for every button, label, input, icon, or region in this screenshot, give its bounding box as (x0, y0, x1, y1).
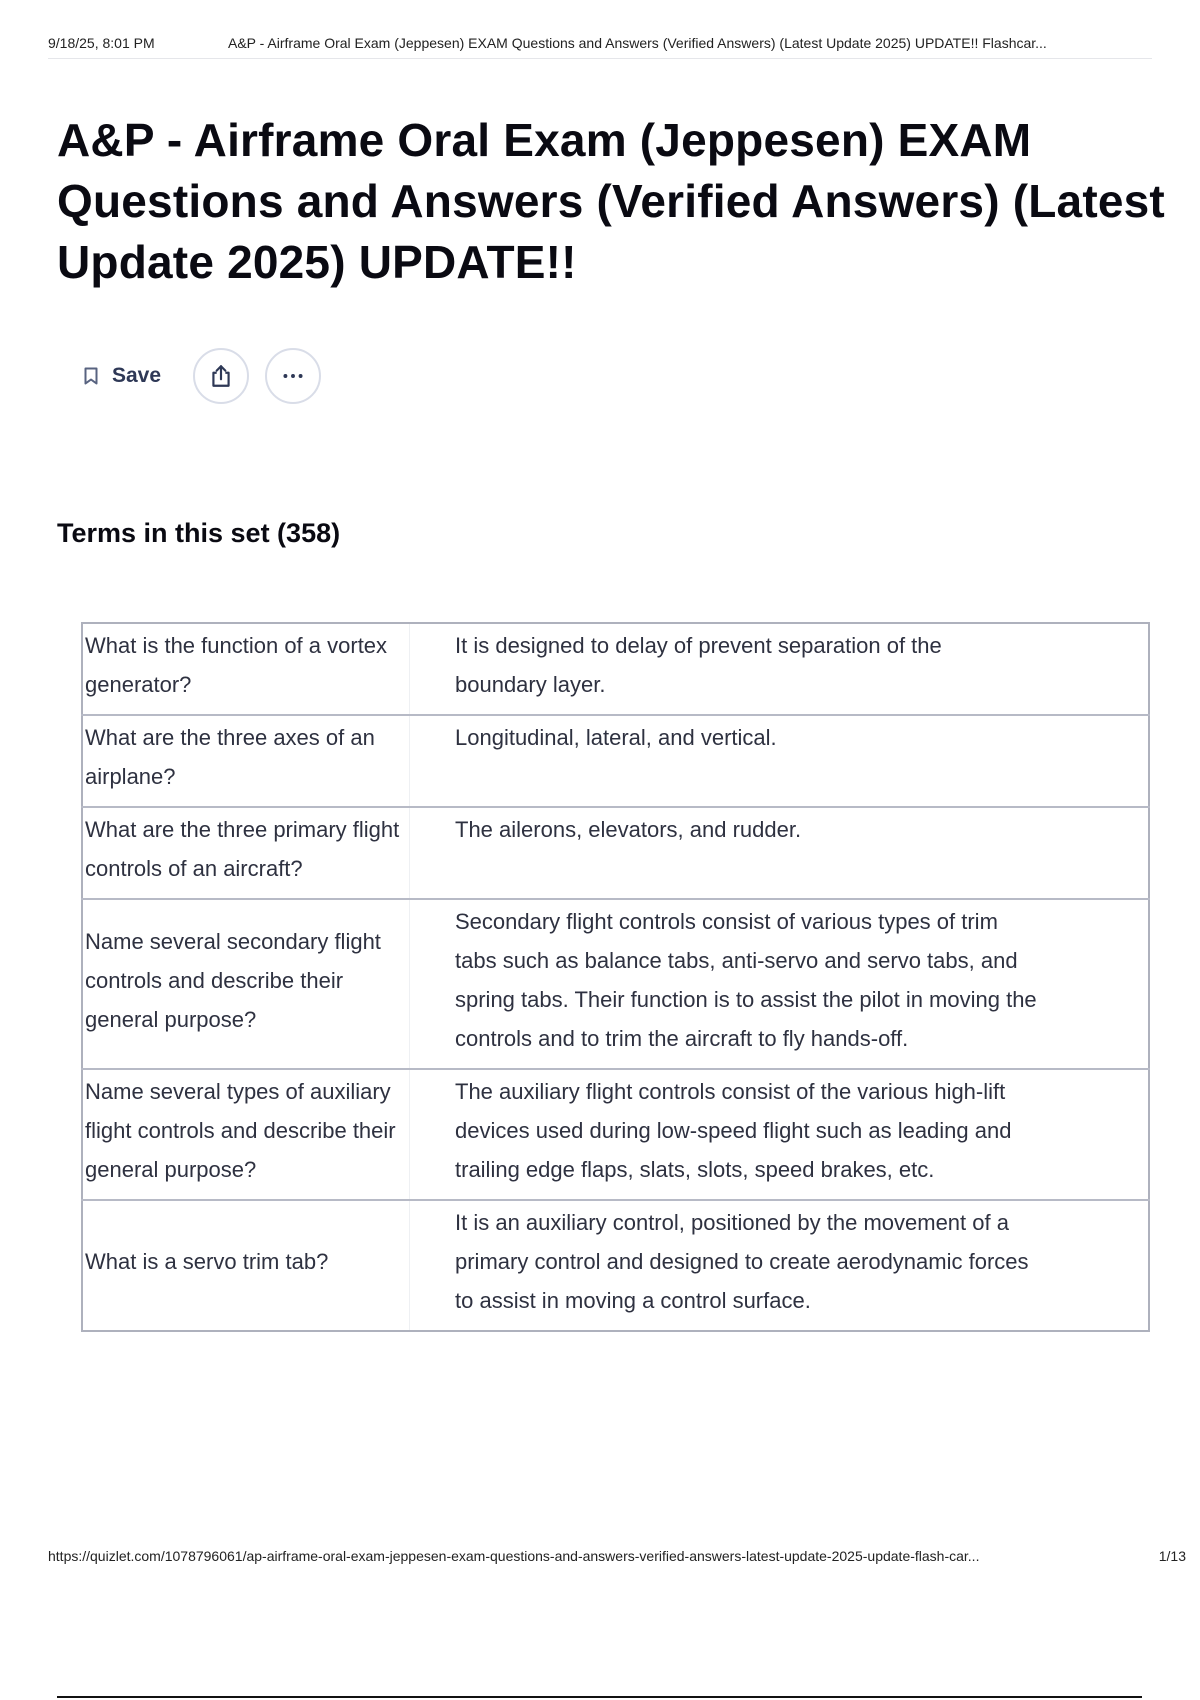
print-footer (48, 1548, 1186, 1564)
print-url: https://quizlet.com/1078796061/ap-airframe-oral-exam-jeppesen-exam-questions-and-answers-verified-answers-latest-update-2025-update-flash-car... (48, 1548, 980, 1564)
page-number: 1/13 (1158, 1548, 1186, 1564)
terms-table (81, 622, 1150, 1332)
term-cell: What is the function of a vortex generator? (82, 623, 410, 715)
page-divider (57, 1696, 1142, 1698)
definition-cell: The ailerons, elevators, and rudder. (410, 807, 1150, 899)
print-datetime: 9/18/25, 8:01 PM (48, 35, 155, 51)
print-header (48, 28, 1152, 59)
table-row (82, 1200, 1149, 1331)
more-options-button[interactable] (265, 348, 321, 404)
definition-cell: It is designed to delay of prevent separation of the boundary layer. (410, 623, 1150, 715)
table-row (82, 807, 1149, 899)
term-cell: What is a servo trim tab? (82, 1200, 410, 1331)
term-cell: Name several types of auxiliary flight controls and describe their general purpose? (82, 1069, 410, 1200)
table-row (82, 899, 1149, 1069)
table-row (82, 715, 1149, 807)
term-cell: What are the three primary flight controls of an aircraft? (82, 807, 410, 899)
save-button[interactable] (68, 352, 177, 400)
definition-cell: The auxiliary flight controls consist of the various high-lift devices used during low-speed flight such as leading and trailing edge flaps, slats, slots, speed brakes, etc. (410, 1069, 1150, 1200)
terms-heading: Terms in this set (358) (57, 518, 341, 548)
save-label: Save (112, 364, 162, 387)
definition-cell: Longitudinal, lateral, and vertical. (410, 715, 1150, 807)
share-button[interactable] (193, 348, 249, 404)
table-row (82, 1069, 1149, 1200)
definition-cell: It is an auxiliary control, positioned by the movement of a primary control and designed to create aerodynamic forces to assist in moving a control surface. (455, 1210, 1029, 1313)
page-title: A&P - Airframe Oral Exam (Jeppesen) EXAM Questions and Answers (Verified Answers) (Latest Update 2025) UPDATE!! (57, 114, 1165, 288)
share-icon (208, 363, 234, 389)
action-bar (68, 346, 321, 406)
term-cell: What are the three axes of an airplane? (82, 715, 410, 807)
bookmark-icon (84, 367, 98, 385)
term-cell: Name several secondary flight controls and describe their general purpose? (82, 899, 410, 1069)
print-document-title: A&P - Airframe Oral Exam (Jeppesen) EXAM Questions and Answers (Verified Answers) (Latest Update 2025) UPDATE!! Flashcar... (228, 35, 1047, 51)
definition-cell: Secondary flight controls consist of various types of trim tabs such as balance tabs, anti-servo and servo tabs, and spring tabs. Their function is to assist the pilot in moving the controls and to trim the aircraft to fly hands-off. (410, 899, 1150, 1069)
more-horizontal-icon (280, 363, 306, 389)
table-row (82, 623, 1149, 715)
